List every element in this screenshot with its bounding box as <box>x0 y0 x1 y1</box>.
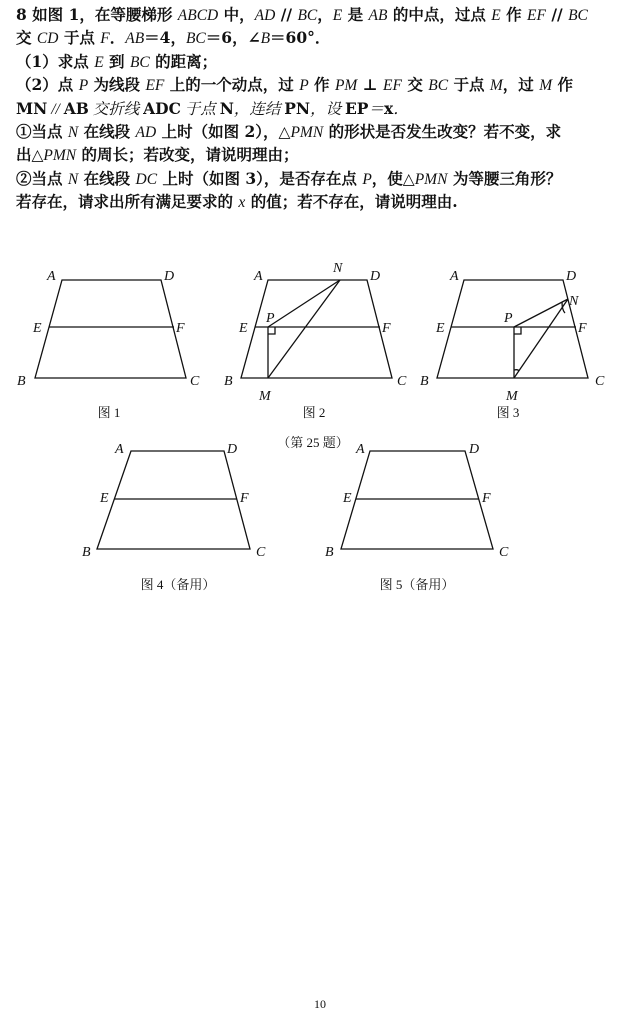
math-symbol: AB <box>368 7 388 24</box>
text-segment: PN <box>284 98 311 118</box>
text-segment: ，使△ <box>371 168 415 188</box>
math-symbol: M <box>539 77 553 95</box>
page-number: 10 <box>314 997 326 1011</box>
figure-3 <box>420 269 605 420</box>
math-symbol: BC <box>568 7 588 24</box>
segment-mn <box>514 299 568 378</box>
label-b: B <box>420 374 429 389</box>
math-symbol: AB <box>125 30 145 48</box>
problem-line-1 <box>16 4 628 27</box>
math-symbol: E <box>491 7 501 24</box>
label-f: F <box>578 321 587 336</box>
label-p: P <box>504 311 513 326</box>
math-symbol: 交折线 <box>88 100 144 118</box>
label-a: A <box>47 269 56 284</box>
label-f: F <box>240 491 249 506</box>
text-segment: 的距离； <box>149 51 218 71</box>
math-symbol: ． <box>393 100 409 118</box>
figure-2 <box>224 261 407 420</box>
text-segment: （2）点 <box>16 75 79 95</box>
math-symbol: ＝ <box>368 100 384 118</box>
label-a: A <box>356 442 365 457</box>
text-segment: ①当点 <box>16 122 68 142</box>
label-f: F <box>382 321 391 336</box>
text-segment: 作 <box>500 5 528 24</box>
math-symbol: CD <box>36 30 59 48</box>
text-segment: ⊥ <box>357 75 384 95</box>
label-n: N <box>569 294 579 309</box>
label-e: E <box>343 491 352 506</box>
problem-line-4 <box>16 74 628 97</box>
right-angle-mark <box>514 327 521 334</box>
text-segment: ＝4， <box>144 28 186 48</box>
text-segment: 的值；若不存在，请说明理由. <box>245 192 458 212</box>
math-symbol: PMN <box>43 147 77 165</box>
math-symbol: F <box>100 30 110 48</box>
text-segment: 出△ <box>16 145 44 165</box>
trapezoid-outline <box>35 280 186 378</box>
text-segment: 于点 <box>58 28 101 48</box>
label-b: B <box>224 374 233 389</box>
math-symbol: DC <box>135 170 158 188</box>
question-tag: （第 25 题） <box>277 435 349 450</box>
problem-text <box>16 4 628 215</box>
text-segment: // <box>545 5 569 24</box>
text-segment: ＝60°． <box>270 28 331 48</box>
problem-line-9 <box>16 191 628 214</box>
text-segment: ，过 <box>502 75 540 95</box>
math-symbol: BC <box>297 7 318 24</box>
segment-mn <box>268 280 340 378</box>
text-segment: 的形状是否发生改变？若不变，求 <box>323 122 562 142</box>
problem-line-6 <box>16 121 628 144</box>
text-segment: （1）求点 <box>16 51 95 71</box>
math-symbol: EF <box>145 77 165 95</box>
label-a: A <box>115 442 124 457</box>
math-symbol: P <box>362 170 372 188</box>
label-f: F <box>176 321 185 336</box>
label-b: B <box>17 374 26 389</box>
text-segment: 为线段 <box>88 75 146 95</box>
text-segment: 在线段 <box>78 168 136 188</box>
label-d: D <box>469 442 480 457</box>
math-symbol: N <box>67 124 79 142</box>
label-p: P <box>266 311 275 326</box>
math-symbol: AD <box>135 124 157 142</box>
trapezoid-outline <box>341 451 493 549</box>
segment-pn <box>268 280 340 327</box>
text-segment: 8 如图 1，在等腰梯形 <box>16 5 178 24</box>
problem-line-2 <box>16 27 628 50</box>
text-segment: 是 <box>342 5 369 24</box>
label-m: M <box>506 389 518 404</box>
math-symbol: BC <box>185 30 206 48</box>
label-e: E <box>436 321 445 336</box>
text-segment: MN <box>16 98 48 118</box>
text-segment: 上时（如图 3），是否存在点 <box>157 168 363 188</box>
text-segment: 在线段 <box>78 122 136 142</box>
math-symbol: BC <box>428 77 449 95</box>
math-symbol: M <box>489 77 503 95</box>
text-segment: ， <box>317 5 333 24</box>
math-symbol: AD <box>254 7 276 24</box>
label-e: E <box>239 321 248 336</box>
text-segment: 的中点，过点 <box>387 5 492 24</box>
right-angle-mark <box>268 327 275 334</box>
math-symbol: PM <box>334 77 358 95</box>
text-segment: 上时（如图 2），△ <box>156 122 291 142</box>
problem-line-7 <box>16 144 628 167</box>
figure-5 <box>325 442 509 592</box>
figures-panel <box>0 250 640 610</box>
problem-line-3 <box>16 51 628 74</box>
text-segment: EP <box>344 98 369 118</box>
math-symbol: N <box>67 170 79 188</box>
math-symbol: EF <box>383 77 402 95</box>
label-c: C <box>190 374 200 389</box>
text-segment: ②当点 <box>16 168 68 188</box>
text-segment: 若存在，请求出所有满足要求的 <box>16 192 239 212</box>
label-c: C <box>499 545 509 560</box>
label-e: E <box>33 321 42 336</box>
text-segment: 的周长；若改变，请说明理由； <box>76 145 299 165</box>
text-segment: 到 <box>103 51 130 71</box>
math-symbol: ，连结 <box>233 100 285 118</box>
math-symbol: PMN <box>414 170 448 188</box>
text-segment: ． <box>109 28 126 48</box>
caption-figure-4: 图 4（备用） <box>140 577 216 592</box>
text-segment: ＝6，∠ <box>205 28 261 48</box>
segment-pn <box>514 299 568 327</box>
caption-figure-2: 图 2 <box>302 405 326 420</box>
label-b: B <box>82 545 91 560</box>
text-segment: 交 <box>401 75 429 95</box>
problem-line-8 <box>16 168 628 191</box>
problem-line-5 <box>16 98 628 121</box>
text-segment: ADC <box>143 98 181 118</box>
math-symbol: x <box>238 194 246 212</box>
text-segment: N <box>219 98 234 118</box>
text-segment: 作 <box>552 75 574 95</box>
math-symbol: PMN <box>290 124 324 142</box>
label-d: D <box>227 442 238 457</box>
caption-figure-3: 图 3 <box>496 405 520 420</box>
text-segment: x <box>383 98 394 118</box>
math-symbol: ，设 <box>310 100 345 118</box>
math-symbol: E <box>332 7 343 24</box>
math-symbol: 于点 <box>180 100 220 118</box>
math-symbol: // <box>47 100 64 118</box>
text-segment: 交 <box>16 28 37 48</box>
label-a: A <box>450 269 459 284</box>
math-symbol: E <box>94 53 104 71</box>
math-symbol: BC <box>129 53 150 71</box>
label-d: D <box>164 269 175 284</box>
trapezoid-outline <box>97 451 250 549</box>
text-segment: 中， <box>218 5 255 24</box>
text-segment: 于点 <box>448 75 490 95</box>
caption-figure-1: 图 1 <box>97 405 121 420</box>
label-c: C <box>256 545 266 560</box>
label-d: D <box>566 269 577 284</box>
label-c: C <box>397 374 407 389</box>
math-symbol: P <box>78 77 89 95</box>
math-symbol: B <box>260 30 271 48</box>
label-f: F <box>482 491 491 506</box>
text-segment: 上的一个动点，过 <box>164 75 300 95</box>
label-e: E <box>100 491 109 506</box>
math-symbol: ABCD <box>177 7 219 24</box>
trapezoid-outline <box>437 280 588 378</box>
caption-figure-5: 图 5（备用） <box>379 577 455 592</box>
label-m: M <box>259 389 271 404</box>
figure-1 <box>17 269 200 420</box>
math-symbol: EF <box>527 7 546 24</box>
label-a: A <box>254 269 263 284</box>
label-d: D <box>370 269 381 284</box>
text-segment: 为等腰三角形？ <box>447 168 562 188</box>
label-c: C <box>595 374 605 389</box>
text-segment: AB <box>63 98 89 118</box>
label-b: B <box>325 545 334 560</box>
figure-4 <box>82 442 266 592</box>
text-segment: // <box>275 5 298 24</box>
math-symbol: P <box>299 77 309 95</box>
label-n: N <box>333 261 343 276</box>
angle-arc-m <box>514 370 519 371</box>
text-segment: 作 <box>308 75 335 95</box>
